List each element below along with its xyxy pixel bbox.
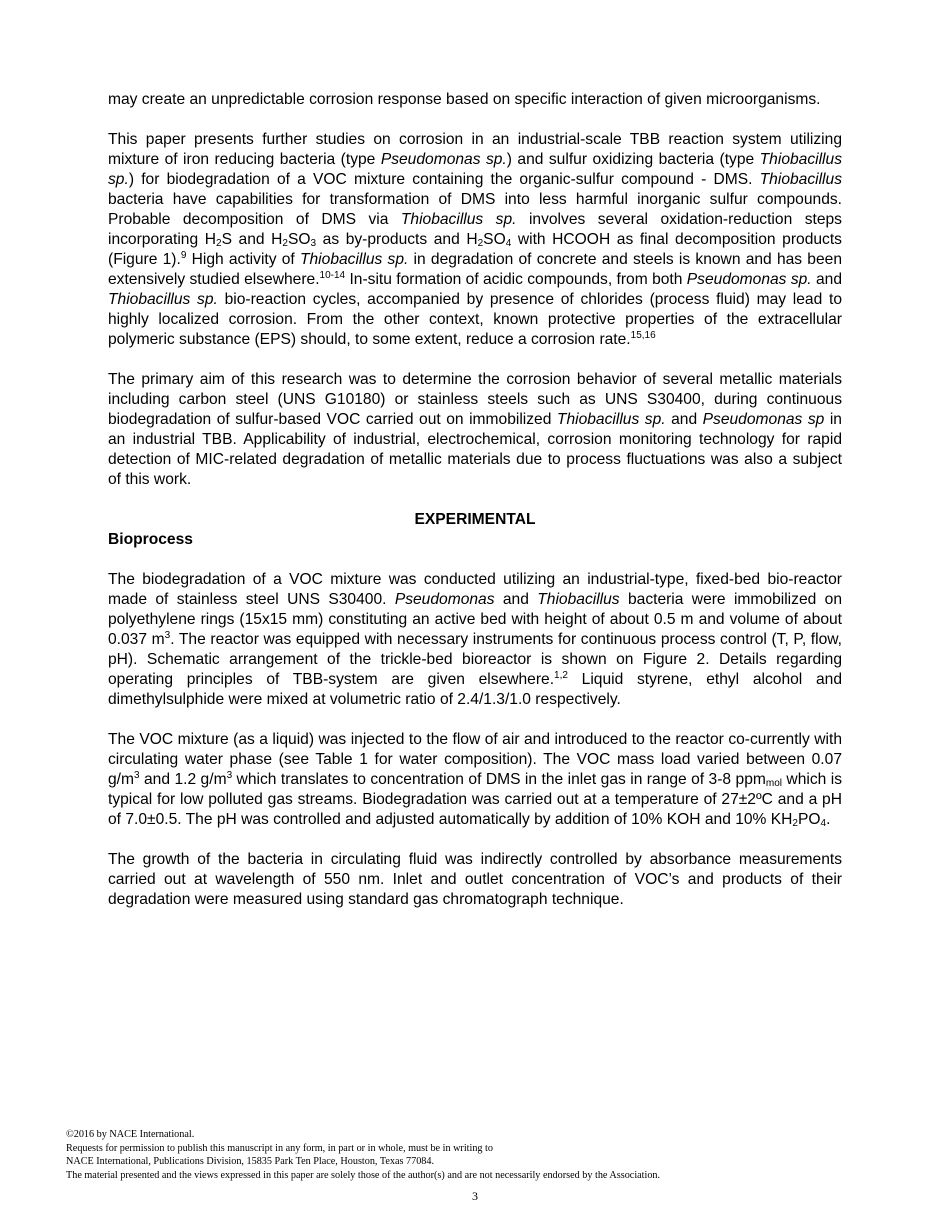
- subsection-heading: Bioprocess: [108, 531, 193, 548]
- paragraph-study-overview: This paper presents further studies on corrosion in an industrial-scale TBB reaction system utilizing mixture of iron reducing bacteria (type Pseudomonas sp.) and sulfur oxidizing bacteria (type Thiobacillus sp.) for biodegradation of a VOC mixture containing the organic-sulfur compound - DMS. Thiobacillus bacteria have capabilities for transformation of DMS into less harmful inorganic sulfur compounds. Probable decomposition of DMS via Thiobacillus sp. involves several oxidation-reduction steps incorporating $H_2S$ and $H_2SO_3$ as by-products and $H_2SO_4$ with HCOOH as final decomposition products (Figure 1).$^9$ High activity of Thiobacillus sp. in degradation of concrete and steels is known and has been extensively studied elsewhere.$^{10-14}$ In-situ formation of acidic compounds, from both Pseudomonas sp. and Thiobacillus sp. bio-reaction cycles, accompanied by presence of chlorides (process fluid) may lead to highly localized corrosion. From the other context, known protective properties of the extracellular polymeric substance (EPS) should, to some extent, reduce a corrosion rate.$^{15,16}$: [108, 131, 843, 348]
- footer-permission: Requests for permission to publish this manuscript in any form, in part or in whole, must be in writing to: [66, 1142, 493, 1154]
- page-body: [108, 90, 842, 910]
- paragraph-research-aim: The primary aim of this research was to determine the corrosion behavior of several metallic materials including carbon steel (UNS G10180) or stainless steels such as UNS S30400, during continuous biodegradation of sulfur-based VOC carried out on immobilized Thiobacillus sp. and Pseudomonas sp in an industrial TBB. Applicability of industrial, electrochemical, corrosion monitoring technology for rapid detection of MIC-related degradation of metallic materials due to process fluctuations was also a subject of this work.: [108, 371, 842, 488]
- paragraph-bioprocess-setup: The biodegradation of a VOC mixture was conducted utilizing an industrial-type, fixed-bed bio-reactor made of stainless steel UNS S30400. Pseudomonas and Thiobacillus bacteria were immobilized on polyethylene rings (15x15 mm) constituting an active bed with height of about 0.5 m and volume of about 0.037 $m^3$. The reactor was equipped with necessary instruments for continuous process control (T, P, flow, pH). Schematic arrangement of the trickle-bed bioreactor is shown on Figure 2. Details regarding operating principles of TBB-system are given elsewhere.$^{1,2}$ Liquid styrene, ethyl alcohol and dimethylsulphide were mixed at volumetric ratio of 2.4/1.3/1.0 respectively.: [108, 571, 842, 708]
- footer-disclaimer: The material presented and the views expressed in this paper are solely those of the author(s) and are not necessarily endorsed by the Association.: [66, 1169, 661, 1181]
- section-heading: EXPERIMENTAL: [414, 511, 536, 528]
- paragraph-voc-mixture: The VOC mixture (as a liquid) was injected to the flow of air and introduced to the reactor co-currently with circulating water phase (see Table 1 for water composition). The VOC mass load varied between 0.07 $g/m^3$ and 1.2 $g/m^3$ which translates to concentration of DMS in the inlet gas in range of 3-8 ppm$_{mol}$ which is typical for low polluted gas streams. Biodegradation was carried out at a temperature of 27±2ºC and a pH of 7.0±0.5. The pH was controlled and adjusted automatically by addition of 10% KOH and 10% $KH_2PO_4$.: [108, 731, 842, 829]
- paragraph-bacteria-growth: The growth of the bacteria in circulating fluid was indirectly controlled by absorbance measurements carried out at wavelength of 550 nm. Inlet and outlet concentration of VOC’s and products of their degradation were measured using standard gas chromatograph technique.: [108, 851, 842, 908]
- copyright-footer: [66, 1128, 886, 1182]
- footer-copyright: ©2016 by NACE International.: [66, 1129, 195, 1140]
- footer-address: NACE International, Publications Division, 15835 Park Ten Place, Houston, Texas 77084.: [66, 1156, 435, 1167]
- paragraph-intro-end: may create an unpredictable corrosion response based on specific interaction of given microorganisms.: [108, 91, 821, 108]
- citation-ref: 1,2: [554, 670, 568, 681]
- citation-ref: 10-14: [319, 270, 346, 281]
- citation-ref: 15,16: [630, 330, 656, 341]
- page-number: 3: [472, 1189, 478, 1203]
- citation-ref: 9: [180, 250, 187, 261]
